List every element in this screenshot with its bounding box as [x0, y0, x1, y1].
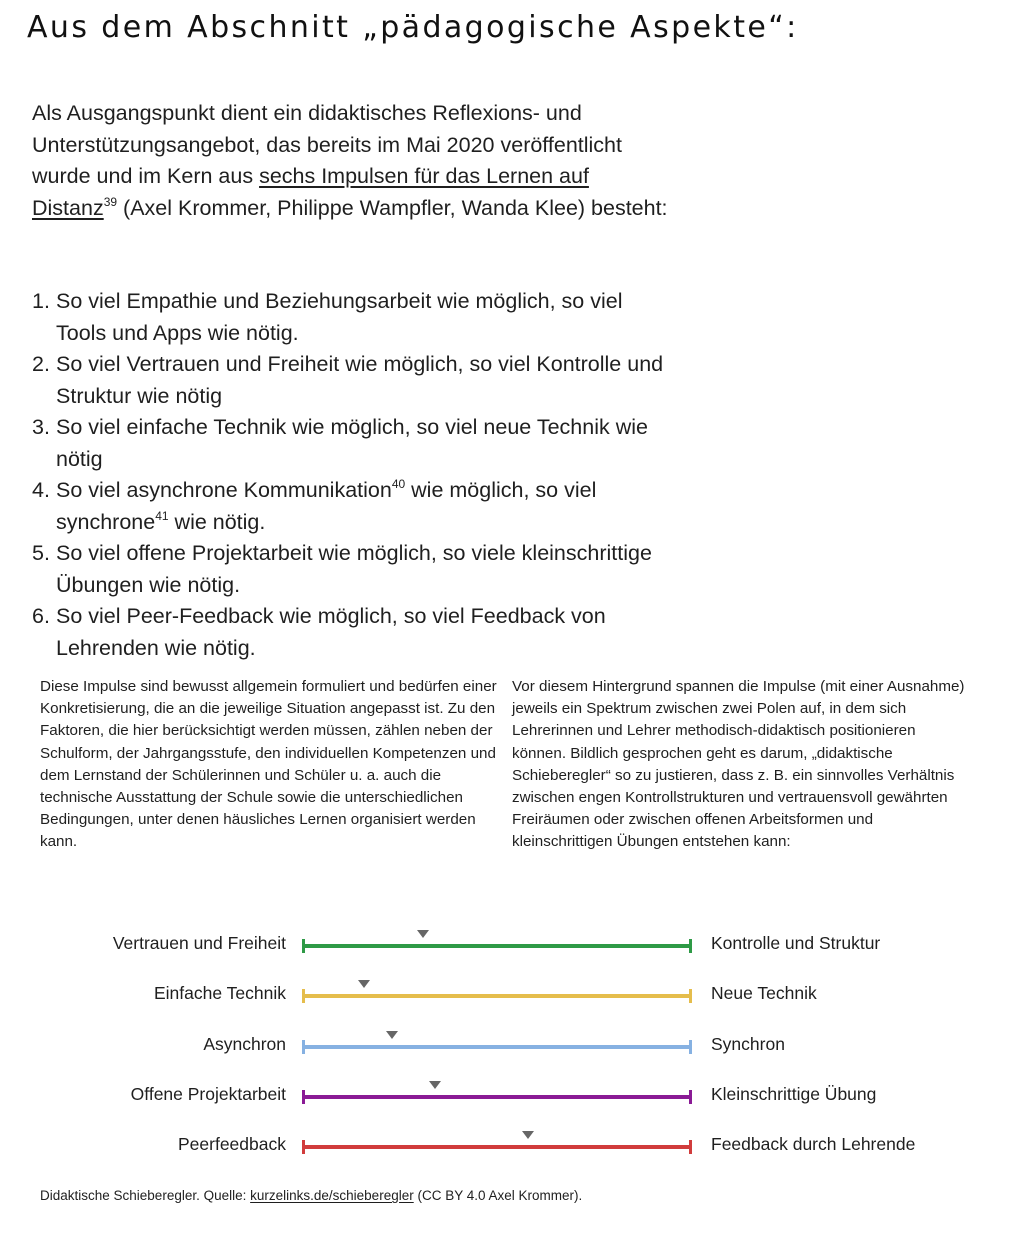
slider-track[interactable] [302, 1081, 692, 1111]
list-item [32, 475, 672, 538]
list-number: 1. [32, 289, 50, 313]
slider-track[interactable] [302, 1031, 692, 1061]
slider-right-label: Synchron [711, 1034, 785, 1054]
list-number: 3. [32, 415, 50, 439]
page-heading: Aus dem Abschnitt „pädagogische Aspekte“: [27, 10, 799, 45]
list-text: So viel offene Projektarbeit wie möglich, so viele kleinschrittige Übungen wie nötig. [56, 541, 652, 597]
slider-cap-start [302, 1040, 305, 1054]
list-number: 6. [32, 604, 50, 628]
slider-cap-end [689, 1140, 692, 1154]
slider-line [302, 1045, 692, 1049]
slider-marker-icon[interactable] [429, 1081, 441, 1089]
intro-paragraph [32, 98, 672, 224]
footnote-40: 40 [391, 477, 406, 491]
intro-text-after: (Axel Krommer, Philippe Wampfler, Wanda Klee) besteht: [117, 195, 668, 220]
column-right-text: Vor diesem Hintergrund spannen die Impulse (mit einer Ausnahme) jeweils ein Spektrum zwischen zwei Polen auf, in dem sich Lehrerinnen und Lehrer methodisch-didaktisch positionieren können. Bildlich gesprochen geht es darum, „didaktische Schieberegler“ so zu justieren, dass z. B. ein sinnvolles Verhältnis zwischen engen Kontrollstrukturen und vertrauensvoll gewährten Freiräumen oder zwischen offenen Arbeitsformen und kleinschrittigen Übungen entstehen kann: [512, 678, 965, 851]
slider-track[interactable] [302, 980, 692, 1010]
list-item [32, 601, 672, 664]
intro-text-before: Als Ausgangspunkt dient ein didaktisches Reflexions- und Unterstützungsangebot, das bereits im Mai 2020 veröffentlicht wurde und im Kern aus [32, 101, 622, 188]
slider-cap-end [689, 939, 692, 953]
slider-figure [0, 912, 1034, 1172]
slider-right-label: Neue Technik [711, 983, 817, 1003]
slider-row [0, 930, 1034, 960]
list-item [32, 349, 672, 412]
slider-line [302, 1145, 692, 1149]
list-text: So viel Empathie und Beziehungsarbeit wie möglich, so viel Tools und Apps wie nötig. [56, 289, 623, 345]
slider-cap-start [302, 989, 305, 1003]
slider-cap-start [302, 1140, 305, 1154]
footnote-41: 41 [155, 508, 169, 523]
slider-right-label: Feedback durch Lehrende [711, 1134, 916, 1154]
list-text: So viel Vertrauen und Freiheit wie möglich, so viel Kontrolle und Struktur wie nötig [56, 352, 664, 408]
slider-track[interactable] [302, 930, 692, 960]
slider-left-label: Offene Projektarbeit [130, 1084, 286, 1104]
slider-row [0, 1131, 1034, 1161]
list-text [56, 475, 672, 538]
list-number: 4. [32, 478, 50, 502]
slider-cap-end [689, 989, 692, 1003]
slider-left-label: Peerfeedback [178, 1134, 286, 1154]
slider-right-label: Kontrolle und Struktur [711, 933, 881, 953]
slider-line [302, 1095, 692, 1099]
list-text: So viel Peer-Feedback wie möglich, so viel Feedback von Lehrenden wie nötig. [56, 604, 606, 660]
list-text-part: wie nötig. [168, 509, 266, 534]
slider-marker-icon[interactable] [522, 1131, 534, 1139]
list-number: 2. [32, 352, 50, 376]
slider-track[interactable] [302, 1131, 692, 1161]
list-number: 5. [32, 541, 50, 565]
figure-caption [40, 1188, 582, 1203]
caption-prefix: Didaktische Schieberegler. Quelle: [40, 1188, 251, 1203]
slider-marker-icon[interactable] [417, 930, 429, 938]
list-text-part: So viel asynchrone Kommunikation [56, 478, 392, 502]
column-left-text: Diese Impulse sind bewusst allgemein formuliert und bedürfen einer Konkretisierung, die an die jeweilige Situation angepasst ist. Zu den Faktoren, die hier berücksichtigt werden müssen, zählen neben der Schulform, der Jahrgangsstufe, den individuellen Kompetenzen und dem Lernstand der Schülerinnen und Schüler u. a. auch die technische Ausstattung der Schule sowie die unterschiedlichen Bedingungen, unter denen häusliches Lernen organisiert werden kann. [40, 678, 497, 851]
list-text: So viel einfache Technik wie möglich, so viel neue Technik wie nötig [56, 415, 648, 471]
slider-row [0, 1081, 1034, 1111]
source-link[interactable]: kurzelinks.de/schieberegler [250, 1188, 414, 1203]
slider-cap-start [302, 1090, 305, 1104]
slider-right-label: Kleinschrittige Übung [711, 1084, 877, 1104]
impulses-link[interactable]: sechs Impulsen für das Lernen auf Distanz [32, 164, 589, 220]
footnote-39: 39 [103, 194, 118, 209]
slider-marker-icon[interactable] [386, 1031, 398, 1039]
slider-row [0, 1031, 1034, 1061]
slider-cap-end [689, 1040, 692, 1054]
list-item [32, 538, 672, 601]
slider-left-label: Asynchron [203, 1034, 286, 1054]
impulses-list [32, 286, 672, 664]
list-text-part: wie möglich, so viel synchrone [56, 478, 597, 534]
slider-marker-icon[interactable] [358, 980, 370, 988]
slider-cap-start [302, 939, 305, 953]
slider-row [0, 980, 1034, 1010]
slider-left-label: Vertrauen und Freiheit [112, 933, 286, 953]
slider-line [302, 944, 692, 948]
list-item [32, 412, 672, 475]
slider-cap-end [689, 1090, 692, 1104]
list-item [32, 286, 672, 349]
caption-suffix: (CC BY 4.0 Axel Krommer). [413, 1188, 583, 1203]
slider-line [302, 994, 692, 998]
slider-left-label: Einfache Technik [154, 983, 286, 1003]
